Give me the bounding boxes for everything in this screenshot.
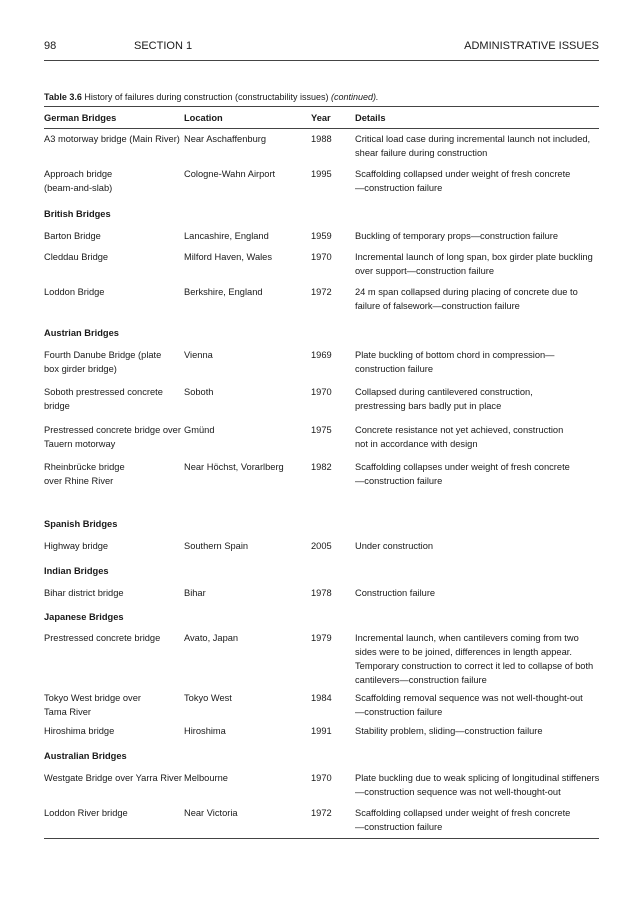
bridge-name: Loddon Bridge (44, 287, 105, 297)
bridge-details: Scaffolding collapses under weight of fresh concrete —construction failure (355, 462, 570, 486)
bridge-name: Westgate Bridge over Yarra River (44, 773, 182, 783)
bridge-name: Barton Bridge (44, 231, 101, 241)
bridge-name: Tokyo West bridge over Tama River (44, 693, 141, 717)
bridge-details: Stability problem, sliding—construction failure (355, 726, 543, 736)
column-header-year: Year (311, 113, 331, 123)
group-heading: Japanese Bridges (44, 612, 124, 622)
bridge-details: Buckling of temporary props—construction failure (355, 231, 559, 241)
bridge-location: Near Höchst, Vorarlberg (184, 462, 284, 472)
bridge-name: A3 motorway bridge (Main River) (44, 134, 180, 144)
bridge-year: 1982 (311, 462, 332, 472)
bridge-details: Incremental launch, when cantilevers coming from two sides were to be joined, differences in length appear. Temporary construction to correct it led to collapse of both cantilevers—construction failure (355, 633, 594, 685)
bridge-location: Gmünd (184, 425, 215, 435)
bridge-year: 1984 (311, 693, 332, 703)
bridge-details: 24 m span collapsed during placing of concrete due to failure of falsework—construction failure (355, 287, 578, 311)
bridge-year: 1972 (311, 808, 332, 818)
table-top-rule (44, 106, 599, 107)
bridge-location: Tokyo West (184, 693, 232, 703)
bridge-location: Lancashire, England (184, 231, 269, 241)
table-header-rule (44, 128, 599, 129)
bridge-year: 1970 (311, 252, 332, 262)
bridge-name: Cleddau Bridge (44, 252, 109, 262)
bridge-details: Plate buckling of bottom chord in compression— construction failure (355, 350, 555, 374)
bridge-year: 1972 (311, 287, 332, 297)
bridge-name: Hiroshima bridge (44, 726, 115, 736)
caption-label: Table 3.6 (44, 92, 82, 102)
bridge-location: Hiroshima (184, 726, 226, 736)
bridge-location: Avato, Japan (184, 633, 239, 643)
bridge-year: 1979 (311, 633, 332, 643)
bridge-location: Milford Haven, Wales (184, 252, 273, 262)
bridge-details: Under construction (355, 541, 434, 551)
bridge-name: Approach bridge (beam-and-slab) (44, 169, 113, 193)
bridge-name: Rheinbrücke bridge over Rhine River (44, 462, 125, 486)
bridge-name: Loddon River bridge (44, 808, 128, 818)
bridge-year: 1988 (311, 134, 332, 144)
bridge-name: Prestressed concrete bridge (44, 633, 161, 643)
bridge-year: 1970 (311, 773, 332, 783)
bridge-year: 2005 (311, 541, 332, 551)
bridge-year: 1969 (311, 350, 332, 360)
bridge-details: Concrete resistance not yet achieved, construction not in accordance with design (355, 425, 564, 449)
bridge-details: Scaffolding removal sequence was not well-thought-out —construction failure (355, 693, 583, 717)
bridge-location: Bihar (184, 588, 206, 598)
bridge-location: Soboth (184, 387, 214, 397)
bridge-year: 1959 (311, 231, 332, 241)
group-heading: Australian Bridges (44, 751, 127, 761)
bridge-location: Near Victoria (184, 808, 238, 818)
group-heading: British Bridges (44, 209, 111, 219)
bridge-name: Fourth Danube Bridge (plate box girder bridge) (44, 350, 162, 374)
bridge-year: 1991 (311, 726, 332, 736)
bridge-details: Plate buckling due to weak splicing of longitudinal stiffeners —construction sequence was not well-thought-out (355, 773, 600, 797)
bridge-details: Construction failure (355, 588, 436, 598)
page-header (44, 40, 599, 60)
column-header-bridge: German Bridges (44, 113, 117, 123)
group-heading: Spanish Bridges (44, 519, 118, 529)
bridge-name: Bihar district bridge (44, 588, 124, 598)
bridge-details: Scaffolding collapsed under weight of fresh concrete —construction failure (355, 808, 571, 832)
section-label: SECTION 1 (134, 40, 193, 52)
group-heading: Indian Bridges (44, 566, 109, 576)
caption-continued: (continued). (331, 92, 379, 102)
bridge-year: 1970 (311, 387, 332, 397)
table-bottom-rule (44, 838, 599, 839)
header-rule (44, 60, 599, 61)
page-number: 98 (44, 40, 57, 52)
bridge-location: Melbourne (184, 773, 228, 783)
bridge-location: Vienna (184, 350, 213, 360)
column-header-details: Details (355, 113, 386, 123)
bridge-location: Southern Spain (184, 541, 249, 551)
bridge-year: 1995 (311, 169, 332, 179)
bridge-details: Scaffolding collapsed under weight of fresh concrete —construction failure (355, 169, 571, 193)
bridge-location: Berkshire, England (184, 287, 263, 297)
bridge-details: Critical load case during incremental launch not included, shear failure during construction (355, 134, 591, 158)
group-heading: Austrian Bridges (44, 328, 119, 338)
bridge-location: Near Aschaffenburg (184, 134, 267, 144)
bridge-location: Cologne-Wahn Airport (184, 169, 276, 179)
table-caption (44, 92, 599, 102)
running-title: ADMINISTRATIVE ISSUES (464, 40, 599, 52)
bridge-year: 1975 (311, 425, 332, 435)
column-header-location: Location (184, 113, 223, 123)
bridge-details: Incremental launch of long span, box girder plate buckling over support—construction failure (355, 252, 593, 276)
bridge-year: 1978 (311, 588, 332, 598)
bridge-details: Collapsed during cantilevered construction, prestressing bars badly put in place (355, 387, 533, 411)
bridge-name: Highway bridge (44, 541, 109, 551)
caption-text: History of failures during construction (constructability issues) (84, 92, 329, 102)
bridge-name: Prestressed concrete bridge over Tauern motorway (44, 425, 181, 449)
bridge-name: Soboth prestressed concrete bridge (44, 387, 163, 411)
